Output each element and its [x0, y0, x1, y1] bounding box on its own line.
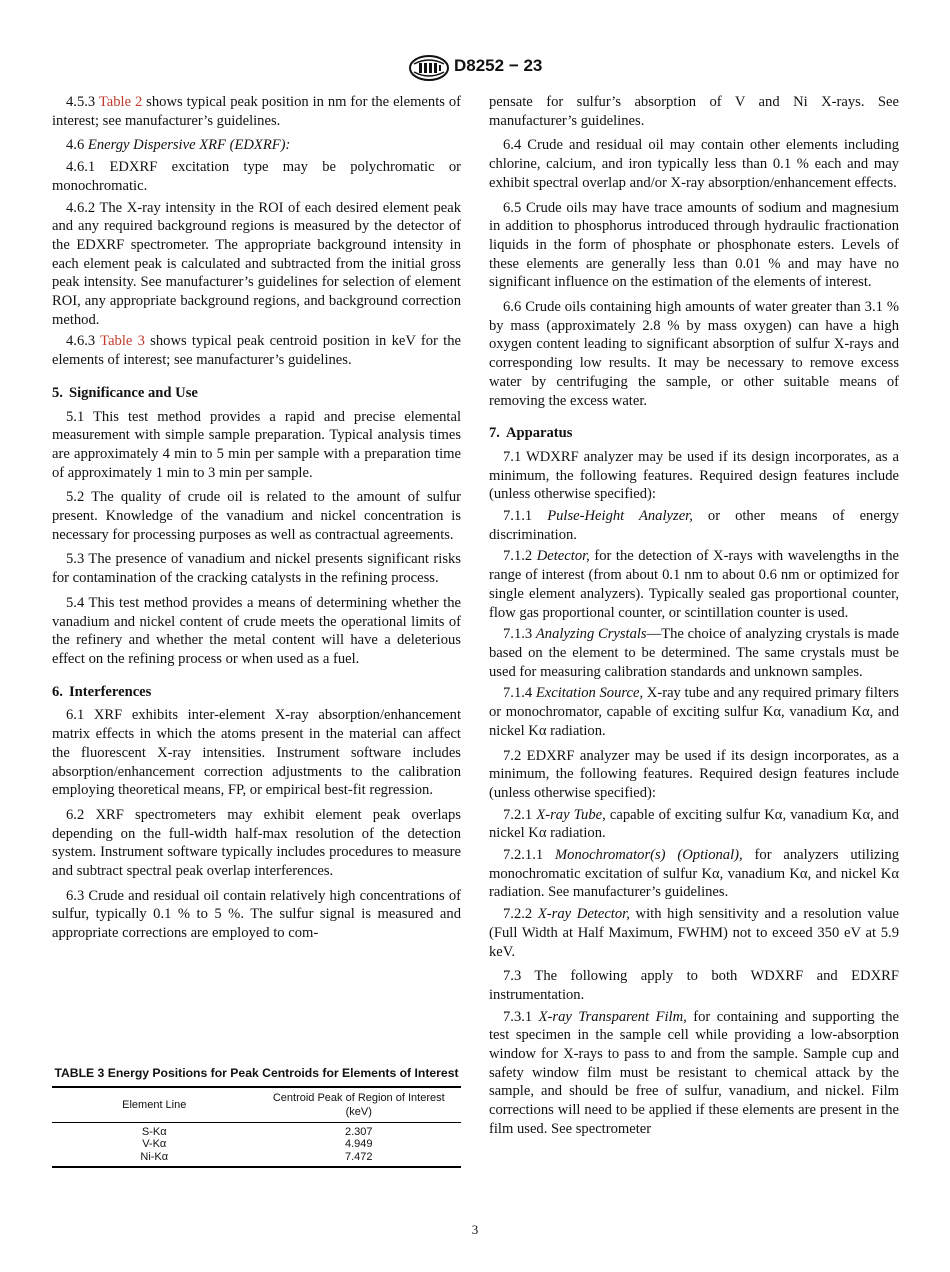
paragraph-6-4: 6.4 Crude and residual oil may contain other elements including chlorine, calcium, and iron typically less than 0.1 % each and may exhibit spectral overlap and/or X-ray absorption/enhancement effects.: [489, 137, 899, 191]
table-3-grid: [52, 1086, 461, 1169]
table-3-link[interactable]: Table 3: [100, 333, 145, 350]
table-header-centroid-peak: Centroid Peak of Region of Interest (keV): [257, 1087, 462, 1123]
page-number: 3: [471, 1222, 479, 1237]
table-cell-element: Ni-Kα: [52, 1151, 257, 1168]
table-header-row: [52, 1087, 461, 1123]
paragraph-5-2: 5.2 The quality of crude oil is related to the amount of sulfur present. Knowledge of the vanadium and nickel concentration is necessary for processing purposes as well as contractual agreements.: [52, 489, 461, 543]
paragraph-4-6-1: 4.6.1 EDXRF excitation type may be polychromatic or monochromatic.: [52, 159, 461, 194]
table-cell-element: S-Kα: [141, 1125, 167, 1138]
astm-logo: [408, 54, 450, 82]
paragraph-7-2: 7.2 EDXRF analyzer may be used if its design incorporates, as a minimum, the following features. Required design features include (unless otherwise specified):: [489, 747, 899, 801]
paragraph-6-3-continued: pensate for sulfur’s absorption of V and Ni X-rays. See manufacturer’s guidelines.: [489, 94, 899, 129]
paragraph-7-2-2: 7.2.2 X-ray Detector, with high sensitivity and a resolution value (Full Width at Half Maximum, FWHM) not to exceed 350 eV at 5.9 keV.: [489, 906, 900, 960]
table-row: [52, 1151, 461, 1168]
paragraph-7-2-1-1: 7.2.1.1 Monochromator(s) (Optional), for analyzers utilizing monochromatic excitation of sulfur Kα, vanadium Kα, and nickel Kα radiation. See manufacturer’s guidelines.: [489, 847, 900, 901]
paragraph-7-1: 7.1 WDXRF analyzer may be used if its design incorporates, as a minimum, the following features. Required design features include (unless otherwise specified):: [489, 448, 899, 503]
paragraph-7-1-2: 7.1.2 Detector, for the detection of X-rays with wavelengths in the range of interest (from about 0.1 nm to about 0.6 nm or optimized for single element analyzers). Typically sealed gas proportional counter, flow gas proportional counter, or scintillation counter is used.: [489, 548, 899, 621]
paragraph-4-6-3: 4.6.3 Table 3 shows typical peak centroid position in keV for the elements of interest; see manufacturer’s guidelines.: [52, 333, 461, 369]
paragraph-6-2: 6.2 XRF spectrometers may exhibit element peak overlaps depending on the full-width half-max resolution of the detection system. Instrument software typically includes procedures to measure and subtract spectral peak overlap interferences.: [52, 806, 461, 880]
paragraph-5-3: 5.3 The presence of vanadium and nickel presents significant risks for contamination of the cracking catalysts in the refining process.: [52, 551, 461, 587]
paragraph-5-4: 5.4 This test method provides a means of determining whether the vanadium and nickel content of crude meets the operational limits of the refinery and whether the metal content will have a deleterious effect on the refining process or when used as a fuel.: [52, 594, 461, 667]
paragraph-7-1-1: 7.1.1 Pulse-Height Analyzer, or other means of energy discrimination.: [489, 508, 900, 543]
right-column: [489, 93, 899, 1142]
paragraph-7-3-1: 7.3.1 X-ray Transparent Film, for containing and supporting the test specimen in the sample cell while providing a low-absorption window for X-rays to pass to and from the sample. Sample cup and safety window film must be resistant to chemical attack by the sample, and should be free of sulfur, vanadium, and nickel. Film corrections will need to be applied if these elements are present in the film used. See spectrometer: [489, 1008, 899, 1137]
paragraph-4-6-2: 4.6.2 The X-ray intensity in the ROI of each desired element peak and any required background regions is measured by the detector of the EDXRF spectrometer. The appropriate background intensity in each element peak is calculated and subtracted from the initial gross peak intensity. See manufacturer’s guidelines for selection of element ROI, any appropriate background regions, and background correction method.: [52, 199, 461, 328]
paragraph-7-1-3: 7.1.3 Analyzing Crystals—The choice of analyzing crystals is made based on the element to be determined. The same crystals must be used for measuring calibration standards and unknown samples.: [489, 626, 899, 680]
paragraph-4-6: 4.6 Energy Dispersive XRF (EDXRF):: [66, 137, 291, 154]
table-3-caption: TABLE 3 Energy Positions for Peak Centroids for Elements of Interest: [54, 1066, 459, 1080]
paragraph-7-1-4: 7.1.4 Excitation Source, X-ray tube and any required primary filters or monochromator, capable of exciting sulfur Kα, vanadium Kα, and nickel Kα radiation.: [489, 685, 899, 739]
page-header: [0, 54, 950, 84]
table-cell-value: 7.472: [257, 1151, 462, 1168]
section-heading-5: 5. Significance and Use: [52, 384, 198, 401]
table-header-element-line: Element Line: [52, 1087, 257, 1123]
table-cell-value: 2.307: [344, 1125, 373, 1138]
table-row: [52, 1122, 461, 1138]
paragraph-6-6: 6.6 Crude oils containing high amounts of water greater than 3.1 % by mass (approximately 2.8 % by mass oxygen) can have a high oxygen content leading to significant absorption of sulfur X-rays and corresponding low results. It may be necessary to remove excess water by centrifuging the sample, or other suitable means of removing the excess water.: [489, 299, 899, 409]
paragraph-6-1: 6.1 XRF exhibits inter-element X-ray absorption/enhancement matrix effects in which the atoms present in the material can affect the fluorescent X-ray intensities. Instrument software includes absorption/enhancement correction adjustments to the calibration employing theoretical means, FP, or empirical best-fit regression.: [52, 707, 461, 799]
table-cell-value: 4.949: [344, 1138, 373, 1150]
paragraph-4-5-3: 4.5.3 Table 2 shows typical peak position in nm for the elements of interest; see manufacturer’s guidelines.: [52, 94, 462, 129]
paragraph-6-3: 6.3 Crude and residual oil contain relatively high concentrations of sulfur, typically 0.1 % to 5 %. The sulfur signal is measured and appropriate corrections are employed to com-: [52, 887, 461, 942]
paragraph-5-1: 5.1 This test method provides a rapid and precise elemental measurement with simple sample preparation. Typical analysis times are approximately 4 min to 5 min per sample with a preparation time of approximately 1 min to 3 min per sample.: [52, 408, 461, 481]
paragraph-6-5: 6.5 Crude oils may have trace amounts of sodium and magnesium in addition to phosphorus introduced through hydraulic fractionation liquids in the form of phosphate or phosphonate esters. Levels of these elements are generally less than 0.01 % and may have no significant influence on the estimation of the elements of interest.: [489, 199, 899, 291]
paragraph-7-2-1: 7.2.1 X-ray Tube, capable of exciting sulfur Kα, vanadium Kα, and nickel Kα radiation.: [489, 806, 899, 842]
table-cell-element: V-Kα: [142, 1138, 167, 1150]
section-heading-6: 6. Interferences: [52, 683, 152, 700]
left-column: [52, 93, 461, 946]
section-heading-7: 7. Apparatus: [489, 425, 573, 442]
table-3: [52, 1066, 461, 1168]
table-2-link[interactable]: Table 2: [98, 94, 143, 110]
document-id: D8252 − 23: [454, 56, 543, 75]
paragraph-7-3: 7.3 The following apply to both WDXRF and EDXRF instrumentation.: [489, 968, 899, 1003]
table-row: [52, 1138, 461, 1151]
